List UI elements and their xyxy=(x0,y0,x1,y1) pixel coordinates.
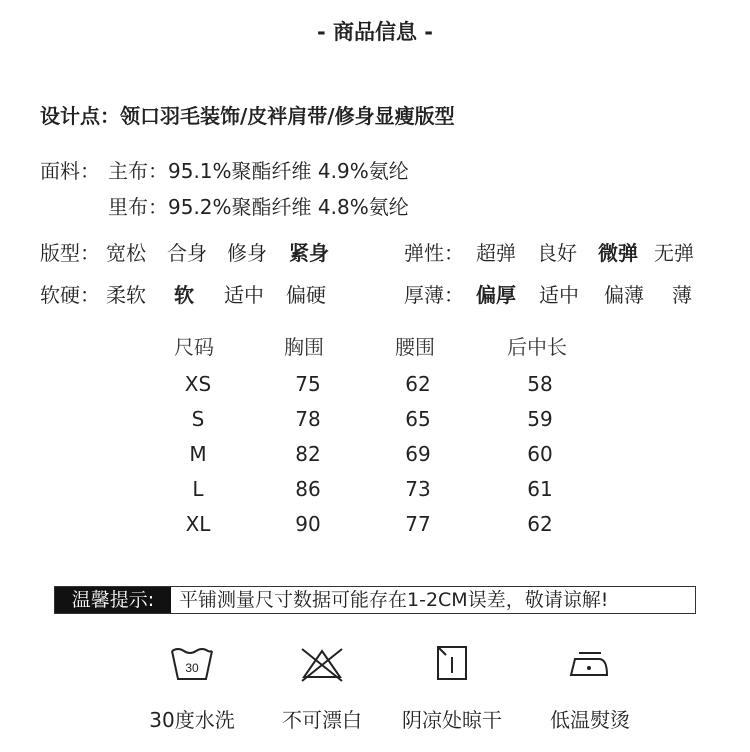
length-header: 后中长 xyxy=(507,335,567,359)
care-label: 阴凉处晾干 xyxy=(402,708,502,732)
care-label: 低温熨烫 xyxy=(550,708,630,732)
fit-option: 宽松 xyxy=(106,241,146,265)
fabric-lining: 里布：95.2%聚酯纤维 4.8%氨纶 xyxy=(108,195,409,219)
table-cell-waist: 77 xyxy=(405,512,431,536)
shade-dry-icon xyxy=(428,643,476,683)
tip-label: 温馨提示: xyxy=(55,587,171,613)
fit-option-selected: 紧身 xyxy=(289,241,329,265)
table-cell-waist: 62 xyxy=(405,372,431,396)
table-cell-chest: 75 xyxy=(295,372,321,396)
softness-option: 偏硬 xyxy=(286,283,326,307)
table-cell-waist: 69 xyxy=(405,442,431,466)
fit-label: 版型： xyxy=(40,241,100,265)
care-label: 不可漂白 xyxy=(282,708,362,732)
care-label: 30度水洗 xyxy=(149,708,235,732)
table-cell-size: XL xyxy=(185,512,211,536)
tip-box xyxy=(54,586,696,614)
table-cell-length: 60 xyxy=(527,442,553,466)
size-header: 尺码 xyxy=(174,335,214,359)
thickness-option: 适中 xyxy=(539,283,579,307)
elasticity-option: 良好 xyxy=(537,241,577,265)
table-cell-length: 62 xyxy=(527,512,553,536)
elasticity-label: 弹性： xyxy=(404,241,464,265)
wash-temperature: 30 xyxy=(185,661,199,675)
softness-option-selected: 软 xyxy=(174,283,194,307)
fabric-label: 面料： xyxy=(40,159,100,183)
softness-label: 软硬： xyxy=(40,283,100,307)
fit-option: 修身 xyxy=(227,241,267,265)
table-cell-size: S xyxy=(191,407,205,431)
softness-option: 柔软 xyxy=(106,283,146,307)
fit-option: 合身 xyxy=(167,241,207,265)
fabric-main: 主布：95.1%聚酯纤维 4.9%氨纶 xyxy=(108,159,409,183)
softness-option: 适中 xyxy=(224,283,264,307)
elasticity-option: 超弹 xyxy=(476,241,516,265)
table-cell-chest: 90 xyxy=(295,512,321,536)
table-cell-size: M xyxy=(189,442,207,466)
table-cell-chest: 78 xyxy=(295,407,321,431)
thickness-label: 厚薄： xyxy=(404,283,464,307)
table-cell-length: 59 xyxy=(527,407,553,431)
table-cell-waist: 65 xyxy=(405,407,431,431)
tip-text: 平铺测量尺寸数据可能存在1-2CM误差，敬请谅解! xyxy=(179,589,609,611)
table-cell-waist: 73 xyxy=(405,477,431,501)
wash-30-icon xyxy=(168,643,216,683)
chest-header: 胸围 xyxy=(284,335,324,359)
thickness-option: 偏薄 xyxy=(604,283,644,307)
table-cell-size: L xyxy=(192,477,204,501)
thickness-option-selected: 偏厚 xyxy=(476,283,516,307)
table-cell-size: XS xyxy=(184,372,212,396)
thickness-option: 薄 xyxy=(672,283,692,307)
table-cell-chest: 82 xyxy=(295,442,321,466)
elasticity-option: 无弹 xyxy=(654,241,694,265)
table-cell-length: 58 xyxy=(527,372,553,396)
waist-header: 腰围 xyxy=(395,335,435,359)
elasticity-option-selected: 微弹 xyxy=(598,241,638,265)
table-cell-length: 61 xyxy=(527,477,553,501)
page-title: - 商品信息 - xyxy=(316,20,434,44)
design-points: 设计点：领口羽毛装饰/皮袢肩带/修身显瘦版型 xyxy=(40,104,455,128)
table-cell-chest: 86 xyxy=(295,477,321,501)
no-bleach-icon xyxy=(298,643,346,683)
iron-low-icon xyxy=(565,643,613,683)
